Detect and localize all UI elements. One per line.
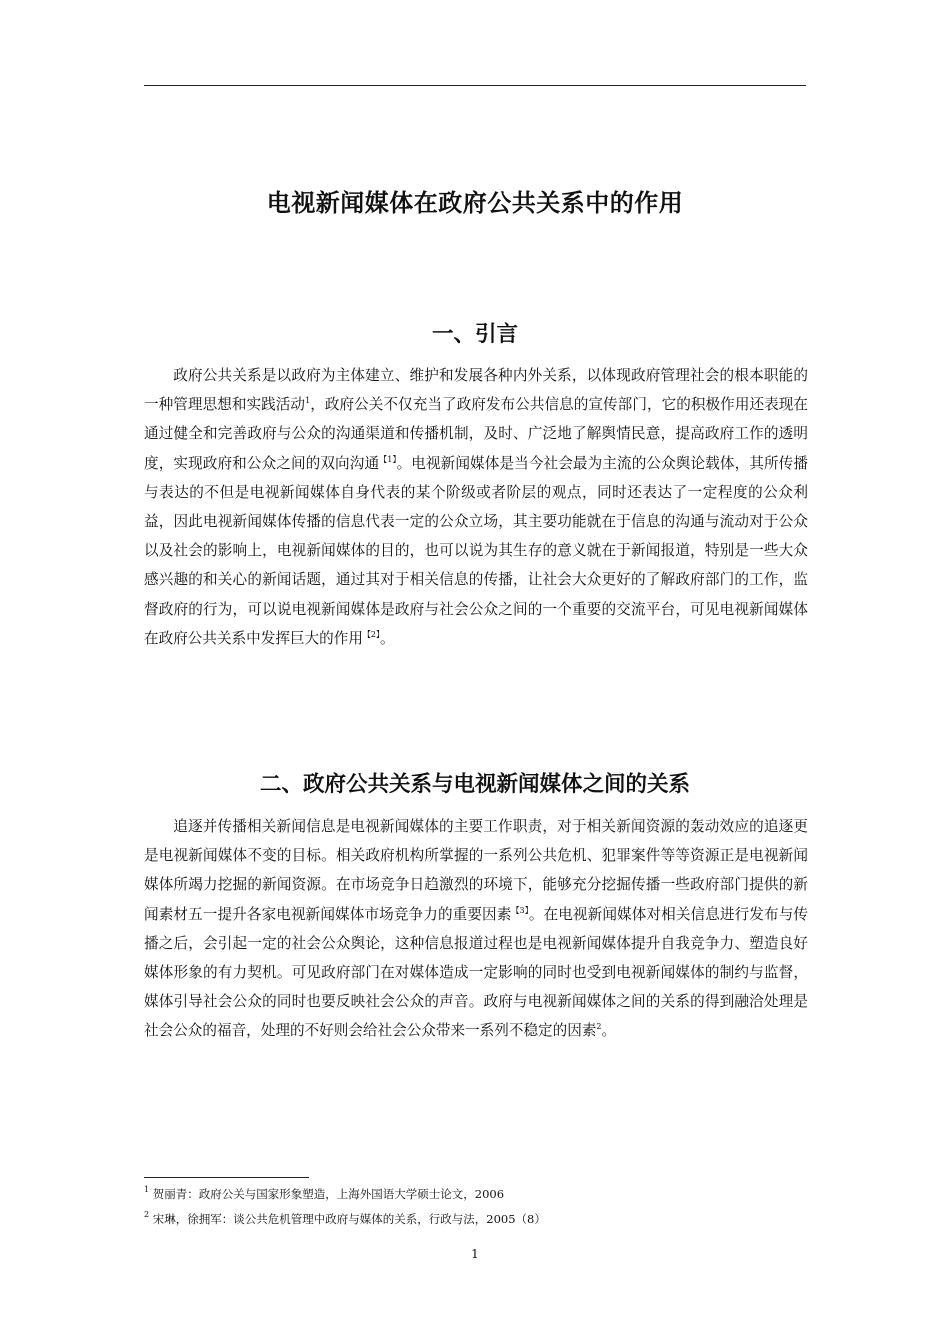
section-heading-relationship: 二、政府公共关系与电视新闻媒体之间的关系 [259,772,690,797]
header-rule [144,85,806,86]
paragraph-text: 。电视新闻媒体是当今社会最为主流的公众舆论载体，其所传播与表达的不但是电视新闻媒体自身代表的某个阶级或者阶层的观点，同时还表达了一定程度的公众利益，因此电视新闻媒体传播的信息代表一定的公众立场，其主要功能就在于信息的沟通与流动对于公众以及社会的影响上，电视新闻媒体的目的，也可以说为其生存的意义就在于新闻报道，特别是一些大众感兴趣的和关心的新闻话题，通过其对于相关信息的传播，让社会大众更好的了解政府部门的工作，监督政府的行为，可以说电视新闻媒体是政府与社会公众之间的一个重要的交流平台，可见电视新闻媒体在政府公共关系中发挥巨大的作用 [144,454,808,647]
footnote-mark: 2 [144,1210,150,1219]
paragraph-text: 政府公共关系是以政府为主体建立、维护和发展各种内外关系，以体现政府管理社会的根本职能的一种管理思想和实践活动 [144,367,808,414]
footnote-2 [144,1210,546,1228]
citation-reference: 【3】 [511,905,529,915]
paragraph-text: 。在电视新闻媒体对相关信息进行发布与传播之后，会引起一定的社会公众舆论，这种信息报道过程也是电视新闻媒体提升自我竞争力、塑造良好媒体形象的有力契机。可见政府部门在对媒体造成一定影响的同时也受到电视新闻媒体的制约与监督，媒体引导社会公众的同时也要反映社会公众的声音。政府与电视新闻媒体之间的关系的得到融洽处理是社会公众的福音，处理的不好则会给社会公众带来一系列不稳定的因素 [144,905,808,1040]
footnote-text: 贺丽青：政府公关与国家形象塑造，上海外国语大学硕士论文，2006 [152,1187,505,1201]
paragraph-text: ，政府公关不仅充当了政府发布公共信息的宣传部门，它的积极作用还表现在通过健全和完善政府与公众的沟通渠道和传播机制，及时、广泛地了解舆情民意，提高政府工作的透明度，实现政府和公众之间的双向沟通 [144,396,808,472]
footnote-separator [144,1177,309,1178]
footnote-reference: 1 [305,396,311,406]
paragraph-text: 追逐并传播相关新闻信息是电视新闻媒体的主要工作职责，对于相关新闻资源的轰动效应的追逐更是电视新闻媒体不变的目标。相关政府机构所掌握的一系列公共危机、犯罪案件等等资源正是电视新闻媒体所竭力挖掘的新闻资源。在市场竞争日趋激烈的环境下，能够充分挖掘传播一些政府部门提供的新闻素材五一提升各家电视新闻媒体市场竞争力的重要因素 [144,818,808,923]
citation-reference: 【1】 [379,454,397,464]
footnote-reference: 2 [596,1022,602,1032]
section-paragraph-introduction [144,361,808,653]
footnote-1 [144,1185,504,1203]
paragraph-text: 。 [380,629,395,647]
section-heading-introduction: 一、引言 [431,322,518,347]
citation-reference: 【2】 [362,629,381,639]
footnote-mark: 1 [144,1185,150,1194]
page-number: 1 [471,1247,479,1261]
document-title: 电视新闻媒体在政府公共关系中的作用 [266,189,684,217]
section-paragraph-relationship [144,812,808,1046]
footnote-text: 宋琳，徐拥军：谈公共危机管理中政府与媒体的关系，行政与法，2005（8） [152,1212,546,1226]
paragraph-text: 。 [601,1022,617,1040]
